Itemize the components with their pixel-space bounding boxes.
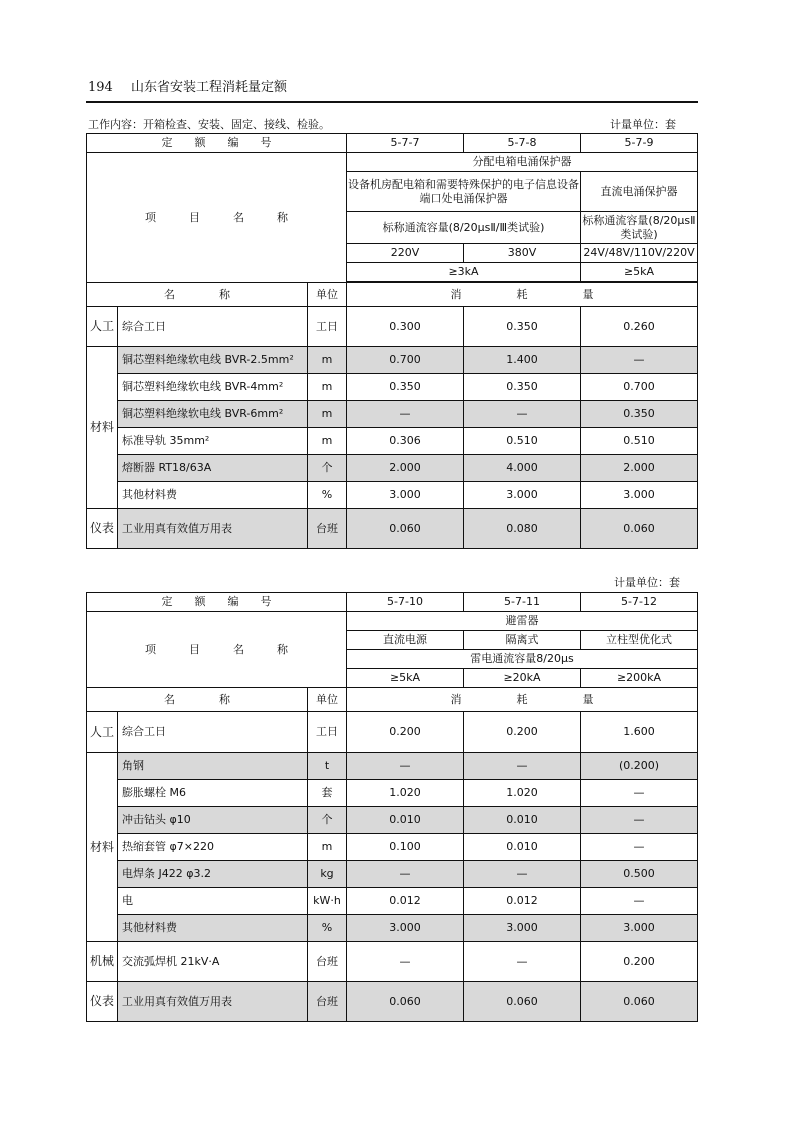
row-name: 铜芯塑料绝缘软电线 BVR-4mm² [118,374,308,401]
code-label: 定 额 编 号 [87,593,347,612]
value-cell: 0.350 [464,374,581,401]
row-unit: m [308,834,347,861]
value-cell: 0.700 [347,347,464,374]
category-meter: 仪表 [87,982,118,1022]
unit-label-2: 计量单位：套 [614,576,680,589]
row-name: 角钢 [118,753,308,780]
code-cell: 5-7-8 [464,134,581,153]
voltage-cell: 380V [464,244,581,263]
capacity-cell: ≥3kA [347,263,581,282]
row-name: 其他材料费 [118,482,308,509]
row-name: 电 [118,888,308,915]
value-cell: — [464,942,581,982]
row-unit: 个 [308,807,347,834]
value-cell: 0.012 [464,888,581,915]
row-unit: 台班 [308,942,347,982]
rated-capacity-a: 标称通流容量(8/20μsⅡ/Ⅲ类试验) [347,212,581,244]
quota-table-1 [86,133,698,549]
voltage-cell: 220V [347,244,464,263]
row-unit: m [308,401,347,428]
name-header: 名 称 [87,688,308,712]
surge-capacity: 雷电通流容量8/20μs [347,650,698,669]
unit-header: 单位 [308,283,347,307]
value-cell: — [581,807,698,834]
category-material: 材料 [87,753,118,942]
row-name: 熔断器 RT18/63A [118,455,308,482]
value-cell: — [347,753,464,780]
row-unit: 工日 [308,712,347,753]
value-cell: 1.020 [464,780,581,807]
value-cell: 0.350 [347,374,464,401]
row-unit: kW·h [308,888,347,915]
value-cell: — [464,753,581,780]
value-cell: 0.080 [464,509,581,549]
capacity-cell: ≥5kA [581,263,698,282]
value-cell: 0.200 [581,942,698,982]
page-header [88,76,698,95]
value-cell: 3.000 [581,482,698,509]
row-unit: kg [308,861,347,888]
value-cell: — [464,401,581,428]
row-unit: 工日 [308,307,347,347]
value-cell: 1.020 [347,780,464,807]
value-cell: 0.306 [347,428,464,455]
item-name-label: 项 目 名 称 [87,153,347,283]
code-cell: 5-7-9 [581,134,698,153]
value-cell: 3.000 [347,915,464,942]
quota-table-2 [86,592,698,1022]
row-unit: 台班 [308,982,347,1022]
value-cell: 0.010 [464,834,581,861]
row-unit: 套 [308,780,347,807]
code-cell: 5-7-7 [347,134,464,153]
code-cell: 5-7-10 [347,593,464,612]
value-cell: 0.012 [347,888,464,915]
capacity-cell: ≥5kA [347,669,464,688]
header-rule [86,101,698,103]
row-unit: 台班 [308,509,347,549]
voltage-cell: 24V/48V/110V/220V [581,244,698,263]
row-name: 热缩套管 φ7×220 [118,834,308,861]
row-name: 铜芯塑料绝缘软电线 BVR-2.5mm² [118,347,308,374]
value-cell: 0.500 [581,861,698,888]
row-name: 电焊条 J422 φ3.2 [118,861,308,888]
row-unit: m [308,428,347,455]
value-cell: — [347,401,464,428]
value-cell: — [464,861,581,888]
row-name: 综合工日 [118,307,308,347]
page-number: 194 [88,80,113,95]
group-title: 避雷器 [347,612,698,631]
value-cell: 0.060 [464,982,581,1022]
value-cell: 0.060 [581,982,698,1022]
value-cell: 0.060 [347,509,464,549]
category-machine: 机械 [87,942,118,982]
row-unit: m [308,347,347,374]
row-unit: m [308,374,347,401]
capacity-cell: ≥20kA [464,669,581,688]
value-cell: 0.060 [581,509,698,549]
value-cell: 0.510 [464,428,581,455]
value-cell: — [581,347,698,374]
row-unit: % [308,915,347,942]
row-name: 综合工日 [118,712,308,753]
rated-capacity-b: 标称通流容量(8/20μsⅡ类试验) [581,212,698,244]
value-cell: 2.000 [581,455,698,482]
type-cell: 直流电源 [347,631,464,650]
group-title: 分配电箱电涌保护器 [347,153,698,172]
value-cell: 0.350 [581,401,698,428]
capacity-cell: ≥200kA [581,669,698,688]
value-cell: 0.300 [347,307,464,347]
value-cell: 3.000 [464,915,581,942]
value-cell: 0.510 [581,428,698,455]
value-cell: 3.000 [581,915,698,942]
unit-header: 单位 [308,688,347,712]
value-cell: — [581,888,698,915]
consumption-header: 消 耗 量 [347,688,698,712]
subtype-b: 直流电涌保护器 [581,172,698,212]
work-content: 工作内容：开箱检查、安装、固定、接线、检验。 [88,118,330,131]
value-cell: 0.260 [581,307,698,347]
value-cell: — [347,942,464,982]
value-cell: — [581,834,698,861]
category-meter: 仪表 [87,509,118,549]
value-cell: 1.600 [581,712,698,753]
row-unit: % [308,482,347,509]
item-name-label: 项 目 名 称 [87,612,347,688]
consumption-header: 消 耗 量 [347,283,698,307]
name-header: 名 称 [87,283,308,307]
value-cell: 3.000 [347,482,464,509]
value-cell: 0.100 [347,834,464,861]
row-name: 交流弧焊机 21kV·A [118,942,308,982]
value-cell: — [347,861,464,888]
book-title: 山东省安装工程消耗量定额 [130,80,287,95]
row-name: 工业用真有效值万用表 [118,982,308,1022]
value-cell: 4.000 [464,455,581,482]
row-name: 其他材料费 [118,915,308,942]
value-cell: 3.000 [464,482,581,509]
code-label: 定 额 编 号 [87,134,347,153]
row-name: 冲击钻头 φ10 [118,807,308,834]
row-unit: t [308,753,347,780]
type-cell: 隔离式 [464,631,581,650]
code-cell: 5-7-11 [464,593,581,612]
category-material: 材料 [87,347,118,509]
value-cell: 0.060 [347,982,464,1022]
unit-label-1: 计量单位：套 [610,118,676,131]
value-cell: 0.010 [464,807,581,834]
code-cell: 5-7-12 [581,593,698,612]
row-name: 铜芯塑料绝缘软电线 BVR-6mm² [118,401,308,428]
type-cell: 立柱型优化式 [581,631,698,650]
value-cell: 1.400 [464,347,581,374]
row-name: 膨胀螺栓 M6 [118,780,308,807]
value-cell: 0.010 [347,807,464,834]
value-cell: 0.200 [347,712,464,753]
row-unit: 个 [308,455,347,482]
value-cell: 0.700 [581,374,698,401]
subtype-a: 设备机房配电箱和需要特殊保护的电子信息设备端口处电涌保护器 [347,172,581,212]
value-cell: — [581,780,698,807]
category-labor: 人工 [87,712,118,753]
row-name: 标准导轨 35mm² [118,428,308,455]
value-cell: 0.200 [464,712,581,753]
category-labor: 人工 [87,307,118,347]
value-cell: 0.350 [464,307,581,347]
value-cell: (0.200) [581,753,698,780]
row-name: 工业用真有效值万用表 [118,509,308,549]
value-cell: 2.000 [347,455,464,482]
